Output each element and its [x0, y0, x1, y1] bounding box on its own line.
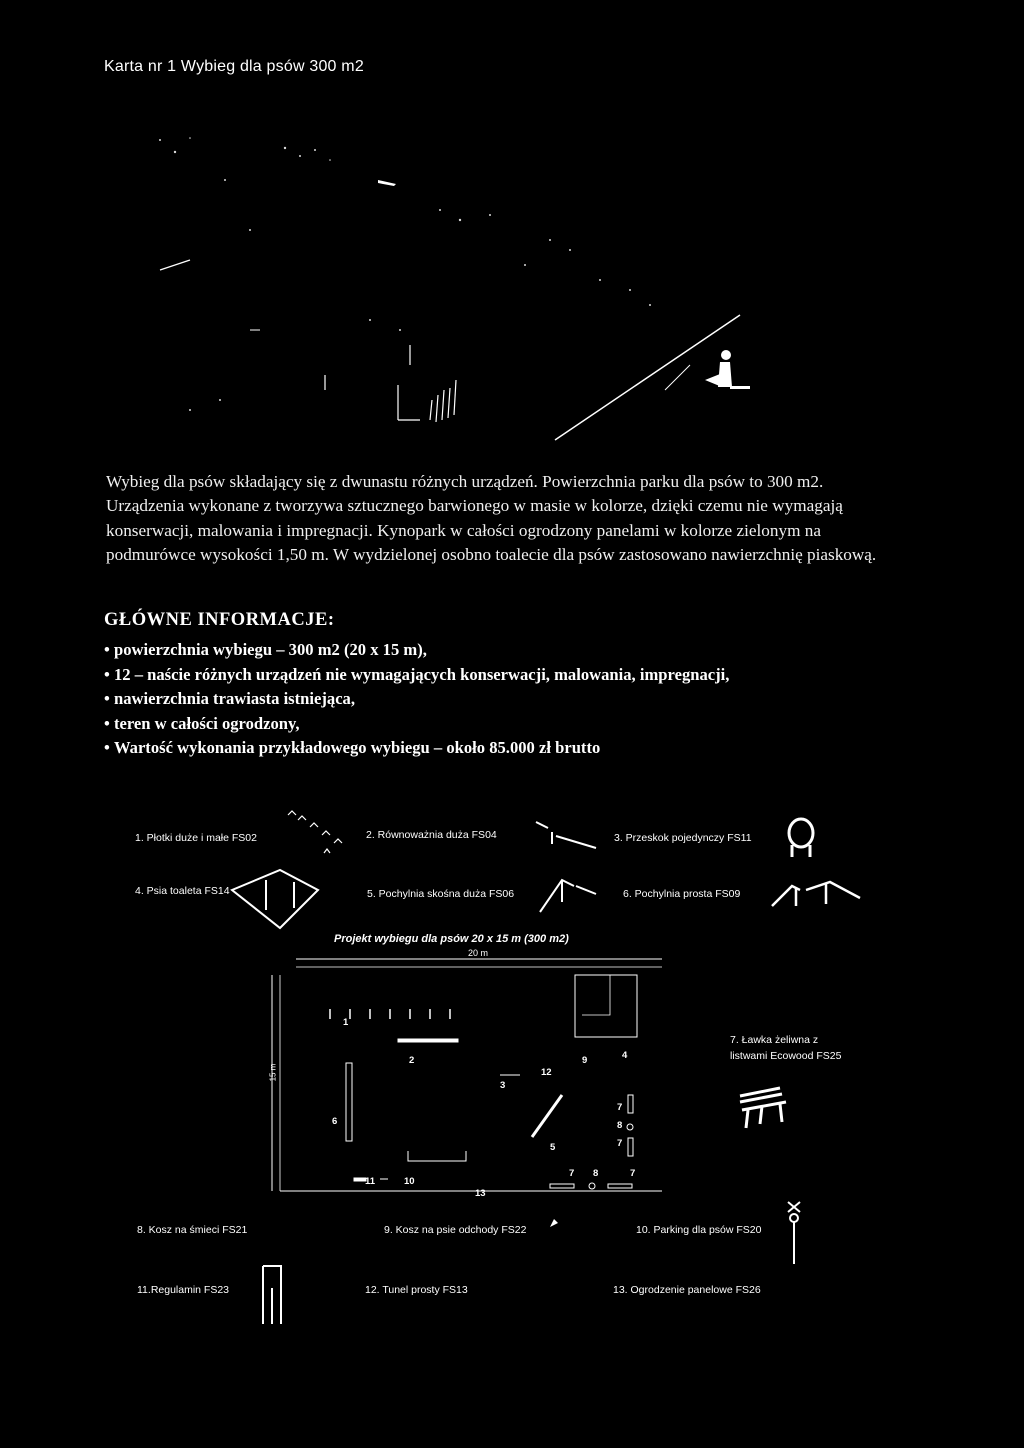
- dog-toilet-icon: [224, 860, 324, 932]
- plan-number: 6: [332, 1116, 338, 1127]
- regulations-board-icon: [257, 1262, 287, 1326]
- plan-width-label: 20 m: [468, 948, 489, 958]
- balance-beam-icon: [534, 818, 598, 852]
- plan-drawing: [270, 955, 670, 1205]
- equipment-label-8: 8. Kosz na śmieci FS21: [137, 1224, 248, 1236]
- plan-number: 13: [475, 1188, 486, 1199]
- equipment-label-6: 6. Pochylnia prosta FS09: [623, 888, 741, 900]
- equipment-label-5: 5. Pochylnia skośna duża FS06: [367, 888, 515, 900]
- info-item: • Wartość wykonania przykładowego wybiegu – około 85.000 zł brutto: [104, 736, 729, 761]
- description-paragraph: Wybieg dla psów składający się z dwunastu różnych urządzeń. Powierzchnia parku dla psów to 300 m2. Urządzenia wykonane z tworzywa sztucznego barwionego w masie w kolorze, dzięki czemu nie wymagają konserwacji, malowania i impregnacji. Kynopark w całości ogrodzony panelami w kolorze zielonym na podmurówce wysokości 1,50 m. W wydzielonej osobno toalecie dla psów zastosowano nawierzchnię piaskową.: [106, 472, 877, 564]
- slanted-ramp-icon: [536, 872, 600, 918]
- plan-title: Projekt wybiegu dla psów 20 x 15 m (300 m2): [334, 933, 569, 945]
- equipment-label-4: 4. Psia toaleta FS14: [135, 885, 230, 897]
- plan-number: 10: [404, 1176, 415, 1187]
- plan-number: 7: [617, 1102, 623, 1113]
- info-item: • nawierzchnia trawiasta istniejąca,: [104, 687, 729, 712]
- info-item: • teren w całości ogrodzony,: [104, 712, 729, 737]
- waste-bin-icon: [548, 1217, 560, 1229]
- plan-number: 1: [343, 1017, 349, 1028]
- plan-number: 2: [409, 1055, 415, 1066]
- info-list: [104, 638, 729, 761]
- plan-number: 3: [500, 1080, 506, 1091]
- hurdles-icon: [280, 805, 360, 860]
- equipment-label-12: 12. Tunel prosty FS13: [365, 1284, 468, 1296]
- equipment-label-3: 3. Przeskok pojedynczy FS11: [614, 832, 752, 844]
- equipment-label-1: 1. Płotki duże i małe FS02: [135, 832, 257, 844]
- plan-number: 8: [593, 1168, 599, 1179]
- plan-number: 11: [365, 1176, 376, 1187]
- equipment-label-11: 11.Regulamin FS23: [137, 1284, 230, 1296]
- plan-number: 12: [541, 1067, 552, 1078]
- plan-number: 7: [617, 1138, 623, 1149]
- plan-number: 8: [617, 1120, 623, 1131]
- equipment-label-2: 2. Równoważnia duża FS04: [366, 829, 497, 841]
- page-title: Karta nr 1 Wybieg dla psów 300 m2: [104, 58, 364, 75]
- info-heading: GŁÓWNE INFORMACJE:: [104, 610, 335, 630]
- equipment-label-10: 10. Parking dla psów FS20: [636, 1224, 762, 1236]
- plan-depth-label: 15 m: [268, 1063, 278, 1082]
- equipment-label-7b: listwami Ecowood FS25: [730, 1050, 842, 1062]
- equipment-label-9: 9. Kosz na psie odchody FS22: [384, 1224, 527, 1236]
- dog-parking-icon: [784, 1198, 804, 1268]
- aerial-photo: [130, 90, 780, 460]
- hoop-jump-icon: [784, 815, 818, 859]
- plan-number: 9: [582, 1055, 588, 1066]
- bench-icon: [736, 1082, 792, 1132]
- plan-number: 4: [622, 1050, 628, 1061]
- equipment-label-13: 13. Ogrodzenie panelowe FS26: [613, 1284, 761, 1296]
- plan-number: 7: [630, 1168, 636, 1179]
- plan-number: 7: [569, 1168, 575, 1179]
- equipment-label-7a: 7. Ławka żeliwna z: [730, 1034, 819, 1046]
- plan-number: 5: [550, 1142, 556, 1153]
- info-item: • powierzchnia wybiegu – 300 m2 (20 x 15 m),: [104, 638, 729, 663]
- info-item: • 12 – naście różnych urządzeń nie wymagających konserwacji, malowania, impregnacji,: [104, 663, 729, 688]
- straight-ramp-icon: [770, 876, 866, 916]
